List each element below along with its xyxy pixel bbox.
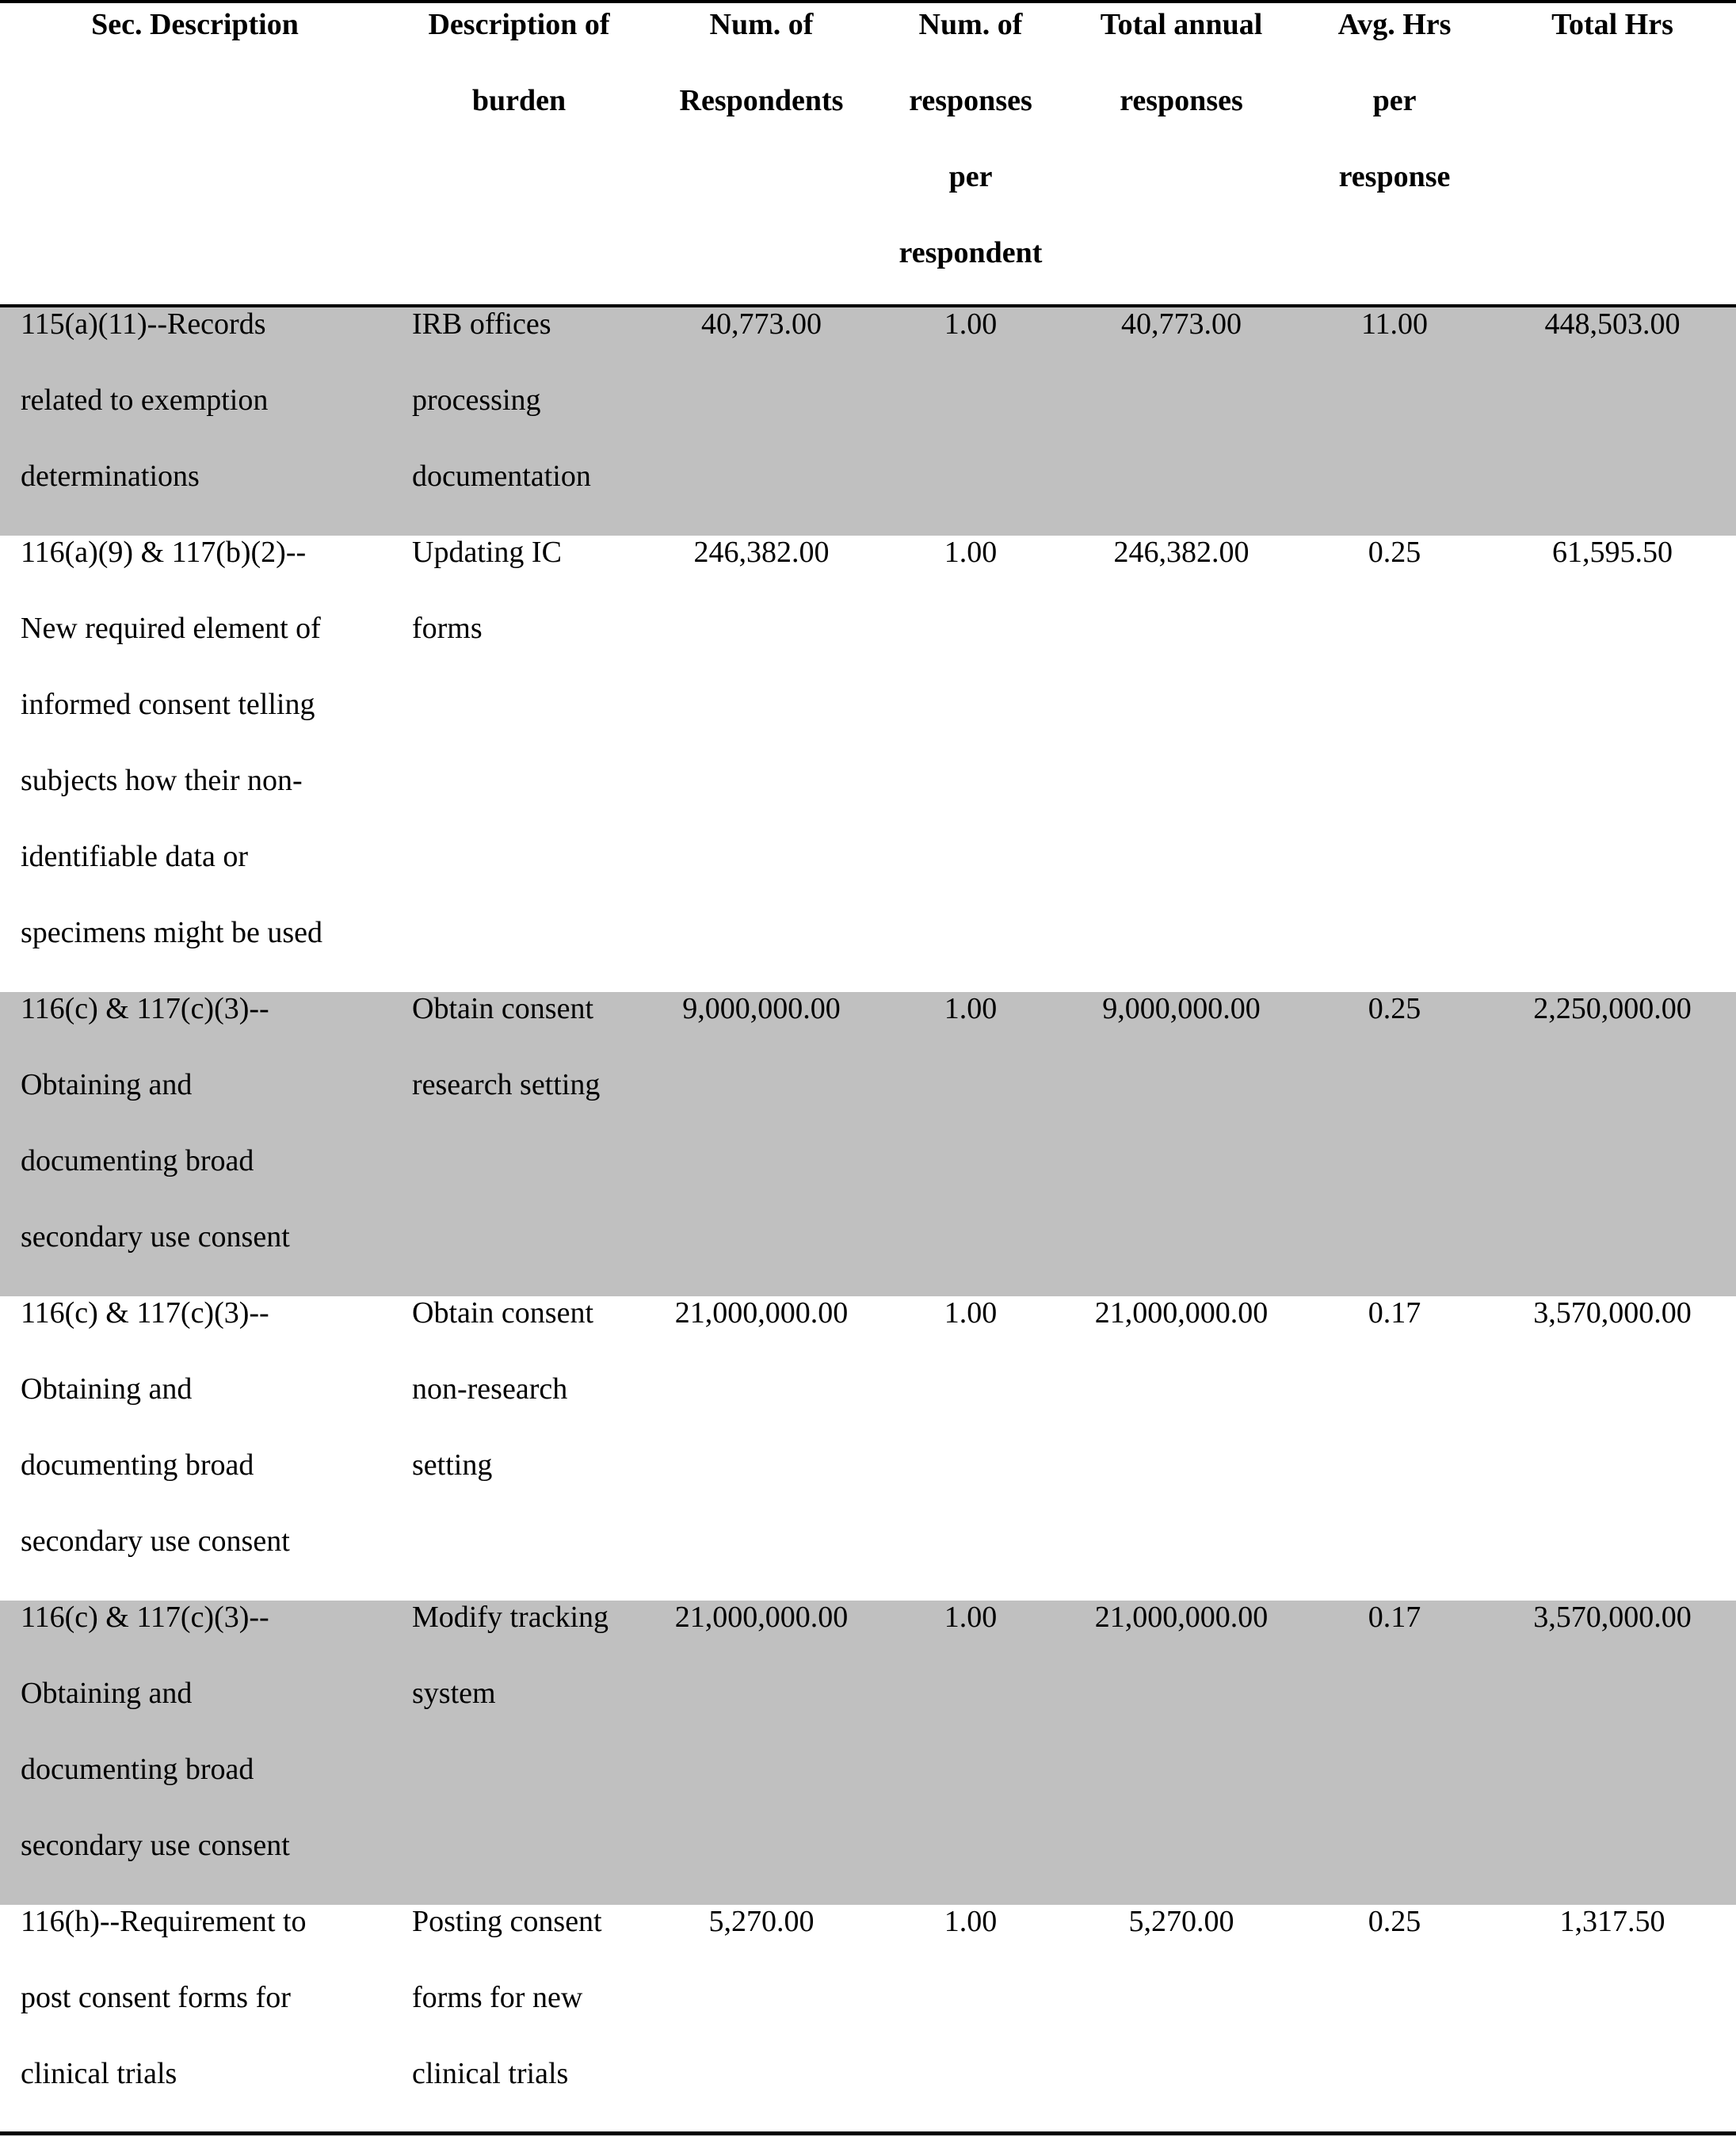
cell-line: determinations [21,460,200,493]
burden-cell [412,286,642,514]
respondents-cell: 246,382.00 [693,536,830,569]
burden-cell [412,1579,642,1731]
cell-line: clinical trials [412,2057,569,2090]
header-responses-per-respondent [872,0,1070,291]
cell-line: secondary use consent [21,1829,290,1862]
total-annual-responses-cell: 246,382.00 [1113,536,1250,569]
cell-line: IRB offices [412,307,551,341]
cell-line: Num. of [918,8,1023,41]
cell-line: forms for new [412,1981,583,2014]
cell-line: Updating IC [412,536,562,569]
total-annual-responses-cell: 21,000,000.00 [1094,1296,1269,1330]
cell-line: responses [909,84,1032,117]
cell-line: informed consent telling [21,688,315,721]
cell-line: response [1338,160,1451,193]
section-cell [21,971,393,1275]
total-annual-responses-cell: 9,000,000.00 [1102,992,1261,1025]
cell-line: Sec. Description [91,8,299,41]
avg-hrs-per-response-cell: 0.25 [1368,536,1421,569]
responses-per-respondent-cell: 1.00 [944,1601,998,1634]
cell-line: Total annual [1100,8,1263,41]
respondents-cell: 40,773.00 [701,307,822,341]
section-cell [21,286,393,514]
respondents-cell: 21,000,000.00 [674,1296,849,1330]
avg-hrs-per-response-cell: 0.25 [1368,992,1421,1025]
total-hrs-cell: 1,317.50 [1559,1905,1665,1938]
header-avg-hrs-per-response [1299,0,1490,215]
avg-hrs-per-response-cell: 11.00 [1360,307,1429,341]
cell-line: 116(c) & 117(c)(3)-- [21,992,269,1025]
cell-line: per [1372,84,1417,117]
cell-line: 116(c) & 117(c)(3)-- [21,1601,269,1634]
cell-line: identifiable data or [21,840,248,873]
burden-cell [412,1883,642,2112]
total-hrs-cell: 61,595.50 [1552,536,1673,569]
cell-line: Avg. Hrs [1337,8,1452,41]
total-annual-responses-cell: 21,000,000.00 [1094,1601,1269,1634]
header-total-hrs [1498,0,1727,63]
section-cell [21,1275,393,1579]
cell-line: post consent forms for [21,1981,291,2014]
cell-line: subjects how their non- [21,764,303,797]
section-cell [21,1883,393,2112]
header-total-annual-responses [1074,0,1288,139]
cell-line: burden [471,84,567,117]
header-description-of-burden [400,0,638,139]
cell-line: processing [412,384,541,417]
cell-line: documenting broad [21,1753,254,1786]
cell-line: system [412,1677,496,1710]
cell-line: Modify tracking [412,1601,609,1634]
total-hrs-cell: 3,570,000.00 [1533,1296,1692,1330]
cell-line: 116(c) & 117(c)(3)-- [21,1296,269,1330]
respondents-cell: 9,000,000.00 [682,992,841,1025]
cell-line: New required element of [21,612,321,645]
cell-line: Obtain consent [412,1296,594,1330]
total-annual-responses-cell: 40,773.00 [1121,307,1242,341]
respondents-cell: 5,270.00 [708,1905,815,1938]
cell-line: Num. of [709,8,814,41]
cell-line: Obtain consent [412,992,594,1025]
responses-per-respondent-cell: 1.00 [944,307,998,341]
total-annual-responses-cell: 5,270.00 [1128,1905,1234,1938]
cell-line: documenting broad [21,1144,254,1177]
cell-line: Obtaining and [21,1372,193,1406]
cell-line: documenting broad [21,1448,254,1482]
burden-cell [412,1275,642,1503]
cell-line: forms [412,612,483,645]
section-cell [21,1579,393,1883]
section-cell [21,514,393,971]
cell-line: clinical trials [21,2057,177,2090]
total-hrs-cell: 2,250,000.00 [1533,992,1692,1025]
responses-per-respondent-cell: 1.00 [944,992,998,1025]
cell-line: responses [1120,84,1243,117]
responses-per-respondent-cell: 1.00 [944,536,998,569]
burden-cell [412,514,642,666]
cell-line: Description of [428,8,610,41]
cell-line: secondary use consent [21,1220,290,1254]
avg-hrs-per-response-cell: 0.17 [1368,1296,1421,1330]
cell-line: setting [412,1448,493,1482]
cell-line: Obtaining and [21,1677,193,1710]
responses-per-respondent-cell: 1.00 [944,1905,998,1938]
cell-line: documentation [412,460,591,493]
cell-line: 115(a)(11)--Records [21,307,266,341]
cell-line: Obtaining and [21,1068,193,1101]
avg-hrs-per-response-cell: 0.25 [1368,1905,1421,1938]
table-bottom-rule [0,2131,1736,2135]
cell-line: Respondents [679,84,844,117]
cell-line: secondary use consent [21,1525,290,1558]
header-sec-description [21,0,369,63]
cell-line: non-research [412,1372,568,1406]
header-num-respondents [654,0,868,139]
cell-line: 116(a)(9) & 117(b)(2)-- [21,536,307,569]
respondents-cell: 21,000,000.00 [674,1601,849,1634]
cell-line: 116(h)--Requirement to [21,1905,307,1938]
cell-line: specimens might be used [21,916,322,949]
total-hrs-cell: 448,503.00 [1544,307,1681,341]
cell-line: Total Hrs [1551,8,1673,41]
burden-cell [412,971,642,1123]
cell-line: Posting consent [412,1905,602,1938]
cell-line: per [948,160,993,193]
total-hrs-cell: 3,570,000.00 [1533,1601,1692,1634]
responses-per-respondent-cell: 1.00 [944,1296,998,1330]
avg-hrs-per-response-cell: 0.17 [1368,1601,1421,1634]
cell-line: respondent [899,236,1043,269]
cell-line: related to exemption [21,384,269,417]
cell-line: research setting [412,1068,601,1101]
